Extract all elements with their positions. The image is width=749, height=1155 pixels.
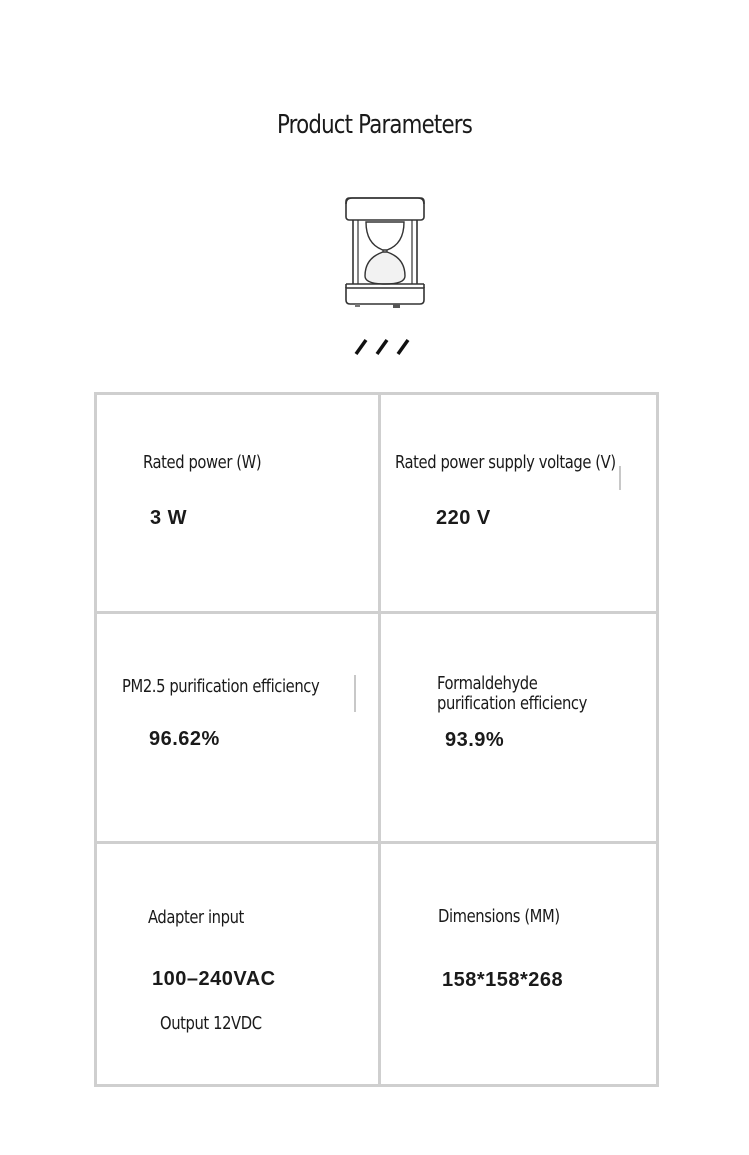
pm25-efficiency-value: 96.62%: [149, 728, 220, 750]
dimensions-label: Dimensions (MM): [438, 906, 560, 927]
rated-power-label: Rated power (W): [143, 452, 262, 473]
adapter-input-value: 100–240VAC: [152, 968, 276, 990]
formaldehyde-efficiency-value: 93.9%: [445, 729, 505, 751]
dimensions-value: 158*158*268: [442, 969, 564, 991]
rated-power-value: 3 W: [150, 507, 188, 529]
page-title: Product Parameters: [276, 110, 473, 140]
formaldehyde-efficiency-label-line2: purification efficiency: [437, 693, 587, 714]
pm25-efficiency-label: PM2.5 purification efficiency: [122, 676, 320, 697]
decorative-tick: [619, 466, 621, 490]
hourglass-purifier-icon: [335, 192, 435, 317]
table-row-divider: [94, 841, 659, 844]
triple-slash-icon: [352, 336, 416, 358]
table-row-divider: [94, 611, 659, 614]
adapter-output-note: Output 12VDC: [160, 1013, 262, 1034]
table-column-divider: [378, 392, 381, 1087]
rated-voltage-label: Rated power supply voltage (V): [395, 452, 616, 473]
rated-voltage-value: 220 V: [436, 507, 491, 529]
adapter-input-label: Adapter input: [148, 907, 244, 928]
formaldehyde-efficiency-label-line1: Formaldehyde: [437, 673, 538, 694]
decorative-tick: [354, 675, 356, 712]
